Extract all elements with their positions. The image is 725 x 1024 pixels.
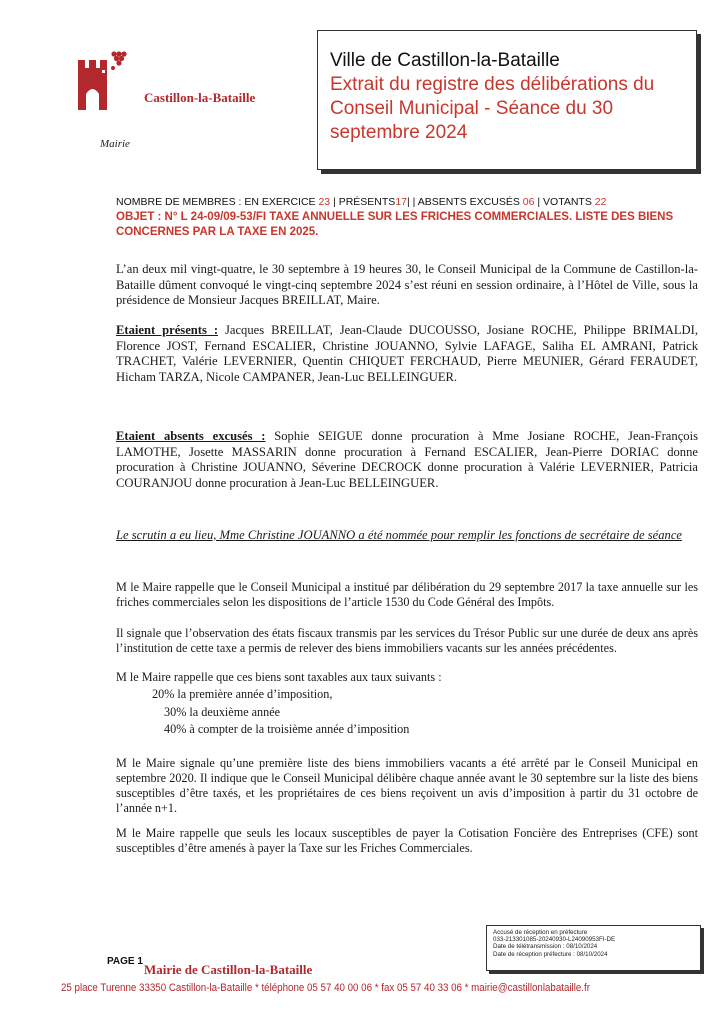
count-exercice: 23 [318,196,331,208]
tax-rate-item: 20% la première année d’imposition, [152,687,333,701]
document-title-line: Extrait du registre des délibérations du [330,74,655,95]
stamp-line: Date de réception préfecture : 08/10/2024 [493,950,608,958]
page-number: PAGE 1 [107,956,143,967]
count-presents: 17 [395,196,407,208]
scrutin-paragraph: Le scrutin a eu lieu, Mme Christine JOUANNO a été nommée pour remplir les fonctions de secrétaire de séance [116,528,683,542]
document-town-title: Ville de Castillon-la-Bataille [330,50,560,71]
town-logo [72,48,297,158]
body-paragraph: Il signale que l’observation des états fiscaux transmis par les services du Trésor Public sur une durée de deux ans après l’institution de cette taxe a permis de relever des biens immobiliers vacants sur les années précédentes. [116,626,698,655]
absents-list: Sophie SEIGUE donne procuration à Mme Josiane ROCHE, Jean-François LAMOTHE, Josette MASSARIN donne procuration à Fernand ESCALIER, Jean-Pierre DORIAC donne procuration à Christine JOUANNO, Séverine DECROCK donne procuration à Valérie LEVERNIER, Patricia COURANJOU donne procuration à Jean-Luc BELLEINGUER. [116,429,698,490]
tax-rate-item: 40% à compter de la troisième année d’imposition [164,722,410,736]
logo-town-name: Castillon-la-Bataille [144,90,256,105]
castle-tower-icon [72,48,132,118]
counts-label-presents: | PRÉSENTS [333,196,396,208]
document-title-line: septembre 2024 [330,122,468,143]
count-votants: 22 [594,196,607,208]
body-paragraph: M le Maire signale qu’une première liste des biens immobiliers vacants a été arrêté par le Conseil Municipal en septembre 2020. Il indique que le Conseil Municipal délibère chaque année avant le 30 septembre sur la liste des biens susceptibles d’être taxés, et les propriétaires de ces biens reçoivent un avis d’imposition à partir du 31 octobre de l’année n+1. [116,756,698,815]
presents-paragraph [116,323,698,385]
deliberation-object: OBJET : N° L 24-09/09-53/FI TAXE ANNUELLE SUR LES FRICHES COMMERCIALES. LISTE DES BIENS CONCERNES PAR LA TAXE EN 2025. [116,211,674,238]
absents-label: Etaient absents excusés : [116,429,266,443]
counts-label-votants: | VOTANTS [537,196,592,208]
stamp-line: 033-213301085-20240930-L24090953FI-DE [493,936,616,944]
footer-address: 25 place Turenne 33350 Castillon-la-Bataille * téléphone 05 57 40 00 06 * fax 05 57 40 33 06 * mairie@castillonlabataille.fr [61,982,590,994]
footer-title: Mairie de Castillon-la-Bataille [144,962,313,977]
tax-rates-list [152,686,409,739]
counts-label-absents: | ABSENTS EXCUSÉS [412,196,520,208]
document-title-line: Conseil Municipal - Séance du 30 [330,98,614,119]
tax-rate-item: 30% la deuxième année [164,704,281,719]
member-counts: NOMBRE DE MEMBRES : EN EXERCICE 23 | PRÉSENTS17| | ABSENTS EXCUSÉS 06 | VOTANTS 22 [116,196,607,208]
count-absents: 06 [522,196,535,208]
counts-label-exercice: NOMBRE DE MEMBRES : EN EXERCICE [116,196,316,208]
presents-list: Jacques BREILLAT, Jean-Claude DUCOUSSO, Josiane ROCHE, Philippe BRIMALDI, Florence JOST, Fernand ESCALIER, Christine JOUANNO, Sylvie LAFAGE, Saliha EL AMRANI, Patrick TRACHET, Valérie LEVERNIER, Quentin CHIQUET FERCHAUD, Pierre MEUNIER, Gérard FERAUDET, Hicham TARZA, Nicole CAMPANER, Jean-Luc BELLEINGUER. [116,323,698,384]
stamp-line: Accusé de réception en préfecture [493,929,588,936]
absents-paragraph [116,429,698,491]
prefecture-receipt-stamp [486,925,701,971]
body-paragraph: M le Maire rappelle que seuls les locaux susceptibles de payer la Cotisation Foncière des Entreprises (CFE) sont susceptibles d’être amenés à payer la Taxe sur les Friches Commerciales. [116,826,698,855]
body-paragraph: M le Maire rappelle que le Conseil Municipal a institué par délibération du 29 septembre 2017 la taxe annuelle sur les friches commerciales selon les dispositions de l’article 1530 du Code Général des Impôts. [116,580,698,609]
presents-label: Etaient présents : [116,323,219,337]
title-box [317,30,697,170]
logo-subtitle: Mairie [100,138,130,150]
intro-paragraph: L’an deux mil vingt-quatre, le 30 septembre à 19 heures 30, le Conseil Municipal de la Commune de Castillon-la-Bataille dûment convoqué le vingt-cinq septembre 2024 s’est réuni en session ordinaire, à l’Hôtel de Ville, sous la présidence de Monsieur Jacques BREILLAT, Maire. [116,262,698,307]
body-paragraph: M le Maire rappelle que ces biens sont taxables aux taux suivants : [116,670,442,684]
stamp-line: Date de télétransmission : 08/10/2024 [493,943,598,951]
